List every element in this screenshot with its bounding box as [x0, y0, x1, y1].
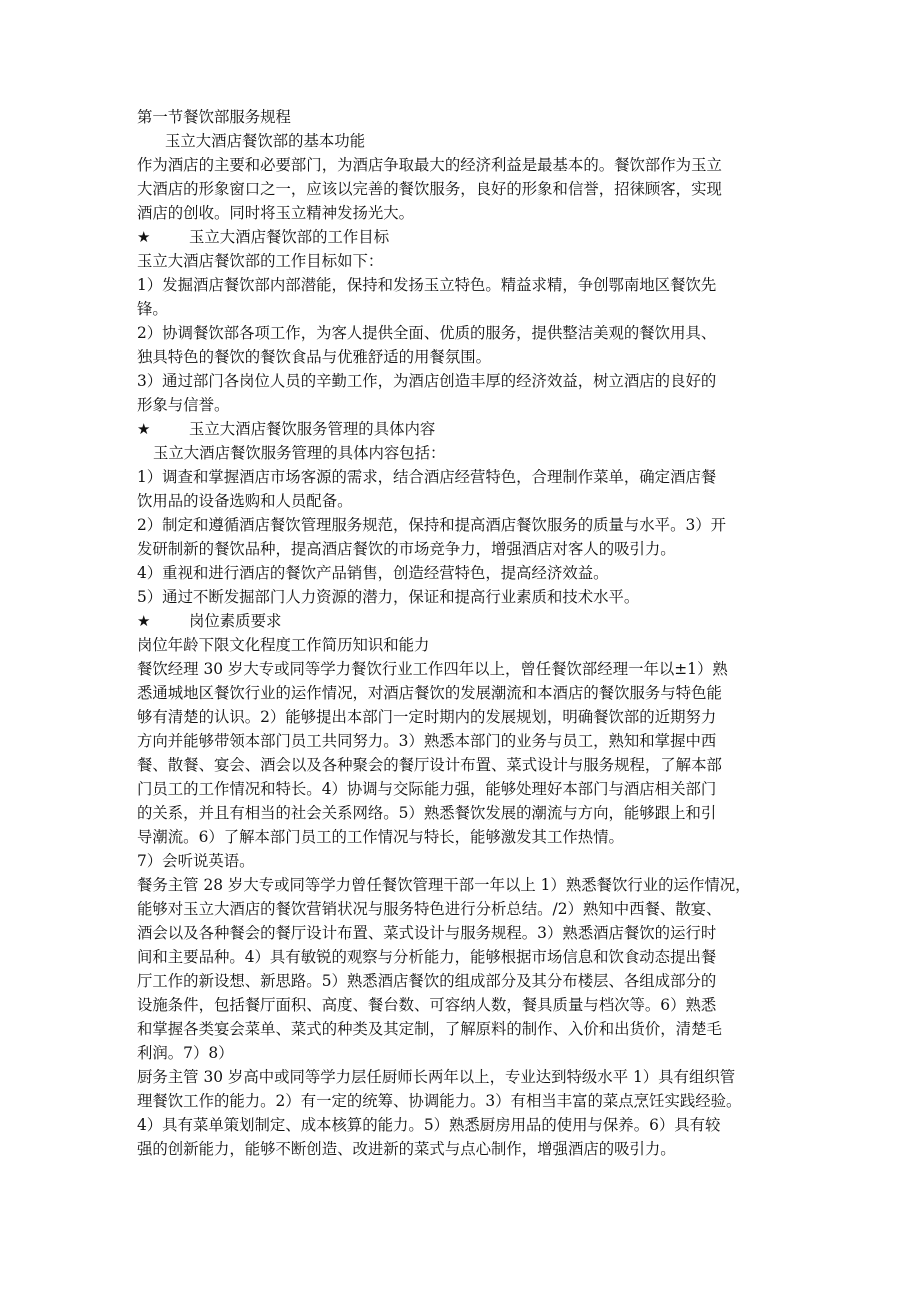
requirement-line: 悉通城地区餐饮行业的运作情况，对酒店餐饮的发展潮流和本酒店的餐饮服务与特色能 — [137, 684, 722, 702]
heading-text: 岗位素质要求 — [189, 612, 282, 630]
requirement-line: 厅工作的新设想、新思路。5）熟悉酒店餐饮的组成部分及其分布楼层、各组成部分的 — [137, 972, 717, 990]
requirement-line: 能够对玉立大酒店的餐饮营销状况与服务特色进行分析总结。/2）熟知中西餐、散宴、 — [137, 900, 722, 918]
requirement-line: 理餐饮工作的能力。2）有一定的统筹、协调能力。3）有相当丰富的菜点烹饪实践经验。 — [137, 1092, 742, 1110]
paragraph-line: 玉立大酒店餐饮服务管理的具体内容包括： — [153, 444, 446, 462]
heading-position-requirements — [137, 610, 797, 633]
heading-work-goals — [137, 226, 797, 249]
requirement-line: 的关系，并且有相当的社会关系网络。5）熟悉餐饮发展的潮流与方向，能够跟上和引 — [137, 804, 717, 822]
heading-service-content — [137, 418, 797, 441]
requirement-line: 厨务主管 30 岁高中或同等学力层任厨师长两年以上，专业达到特级水平 1）具有组织管 — [137, 1068, 736, 1086]
star-icon: ★ — [137, 420, 151, 438]
paragraph-line: 玉立大酒店餐饮部的工作目标如下： — [137, 252, 384, 270]
list-item: 1）调查和掌握酒店市场客源的需求，结合酒店经营特色，合理制作菜单，确定酒店餐 — [137, 468, 717, 486]
paragraph-line: 大酒店的形象窗口之一，应该以完善的餐饮服务，良好的形象和信誉，招徕顾客，实现 — [137, 180, 722, 198]
list-item: 2）制定和遵循酒店餐饮管理服务规范，保持和提高酒店餐饮服务的质量与水平。3）开 — [137, 516, 727, 534]
star-icon: ★ — [137, 612, 151, 630]
list-item: 锋。 — [137, 300, 168, 318]
list-item: 2）协调餐饮部各项工作，为客人提供全面、优质的服务，提供整洁美观的餐饮用具、 — [137, 324, 717, 342]
paragraph-line: 作为酒店的主要和必要部门，为酒店争取最大的经济利益是最基本的。餐饮部作为玉立 — [137, 156, 722, 174]
requirement-line: 餐饮经理 30 岁大专或同等学力餐饮行业工作四年以上，曾任餐饮部经理一年以±1）熟 — [137, 660, 728, 678]
heading-text: 玉立大酒店餐饮服务管理的具体内容 — [189, 420, 436, 438]
requirement-line: 7）会听说英语。 — [137, 852, 255, 870]
requirement-line: 强的创新能力，能够不断创造、改进新的菜式与点心制作，增强酒店的吸引力。 — [137, 1140, 676, 1158]
requirement-line: 和掌握各类宴会菜单、菜式的种类及其定制，了解原料的制作、入价和出货价，清楚毛 — [137, 1020, 722, 1038]
requirement-line: 酒会以及各种餐会的餐厅设计布置、菜式设计与服务规程。3）熟悉酒店餐饮的运行时 — [137, 924, 717, 942]
heading-text: 玉立大酒店餐饮部的工作目标 — [189, 228, 390, 246]
requirement-line: 够有清楚的认识。2）能够提出本部门一定时期内的发展规划，明确餐饮部的近期努力 — [137, 708, 717, 726]
requirement-line: 门员工的工作情况和特长。4）协调与交际能力强，能够处理好本部门与酒店相关部门 — [137, 780, 717, 798]
list-item: 4）重视和进行酒店的餐饮产品销售，创造经营特色，提高经济效益。 — [137, 564, 609, 582]
table-header-line: 岗位年龄下限文化程度工作简历知识和能力 — [137, 636, 430, 654]
list-item: 5）通过不断发掘部门人力资源的潜力，保证和提高行业素质和技术水平。 — [137, 588, 640, 606]
requirement-line: 利润。7）8） — [137, 1044, 234, 1062]
list-item: 形象与信誉。 — [137, 396, 230, 414]
list-item: 饮用品的设备选购和人员配备。 — [137, 492, 353, 510]
star-icon: ★ — [137, 228, 151, 246]
requirement-line: 4）具有菜单策划制定、成本核算的能力。5）熟悉厨房用品的使用与保养。6）具有较 — [137, 1116, 721, 1134]
requirement-line: 导潮流。6）了解本部门员工的工作情况与特长，能够激发其工作热情。 — [137, 828, 624, 846]
requirement-line: 间和主要品种。4）具有敏锐的观察与分析能力，能够根据市场信息和饮食动态提出餐 — [137, 948, 717, 966]
requirement-line: 方向并能够带领本部门员工共同努力。3）熟悉本部门的业务与员工，熟知和掌握中西 — [137, 732, 717, 750]
list-item: 3）通过部门各岗位人员的辛勤工作，为酒店创造丰厚的经济效益，树立酒店的良好的 — [137, 372, 717, 390]
requirement-line: 餐、散餐、宴会、酒会以及各种聚会的餐厅设计布置、菜式设计与服务规程，了解本部 — [137, 756, 722, 774]
requirement-line: 设施条件，包括餐厅面积、高度、餐台数、可容纳人数，餐具质量与档次等。6）熟悉 — [137, 996, 717, 1014]
list-item: 独具特色的餐饮的餐饮食品与优雅舒适的用餐氛围。 — [137, 348, 491, 366]
heading-basic-function: 玉立大酒店餐饮部的基本功能 — [165, 132, 366, 150]
paragraph-line: 酒店的创收。同时将玉立精神发扬光大。 — [137, 204, 415, 222]
section-title: 第一节餐饮部服务规程 — [137, 108, 291, 126]
list-item: 发研制新的餐饮品种，提高酒店餐饮的市场竞争力，增强酒店对客人的吸引力。 — [137, 540, 676, 558]
list-item: 1）发掘酒店餐饮部内部潜能，保持和发扬玉立特色。精益求精，争创鄂南地区餐饮先 — [137, 276, 717, 294]
requirement-line: 餐务主管 28 岁大专或同等学力曾任餐饮管理干部一年以上 1）熟悉餐饮行业的运作情况， — [137, 876, 751, 894]
